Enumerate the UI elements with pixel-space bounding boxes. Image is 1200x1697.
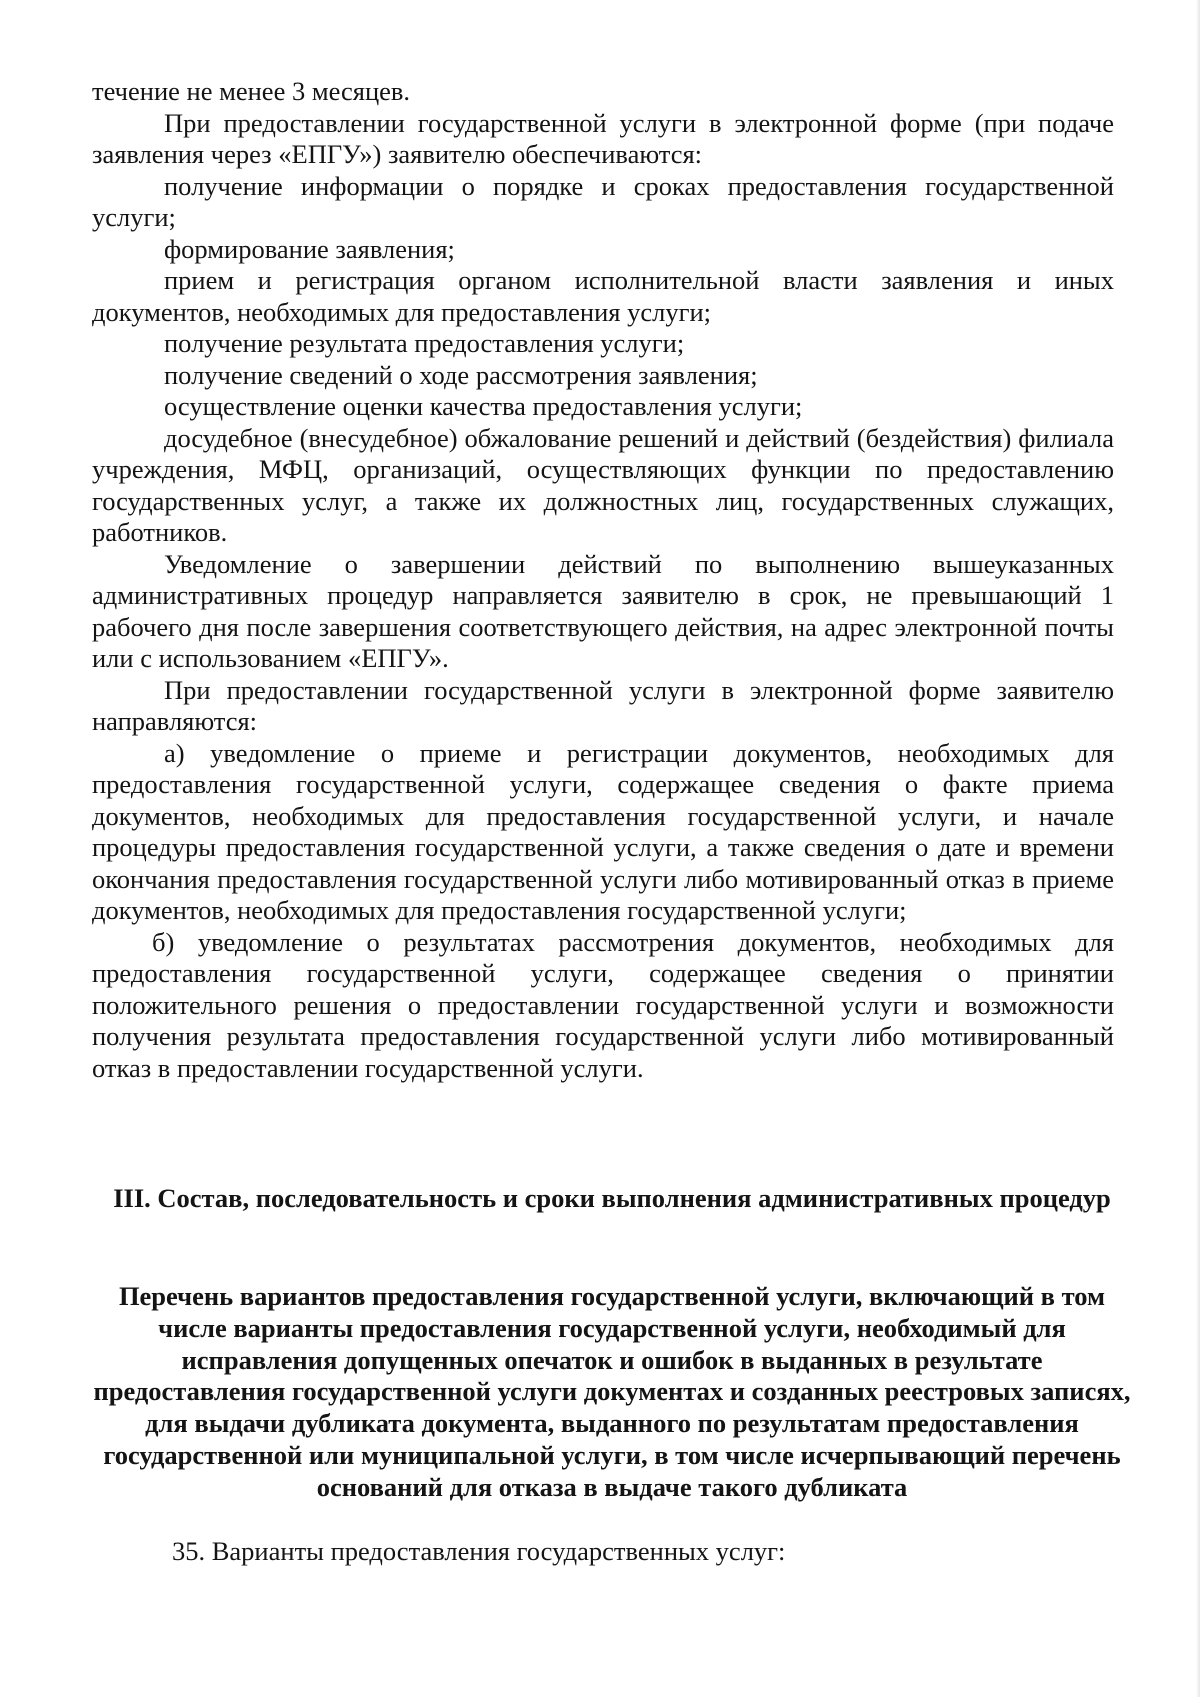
list-item-a: а) уведомление о приеме и регистрации документов, необходимых для предоставления государственной услуги, содержащее сведения о факте приема документов, необходимых для предоставления государственной услуги, и начале процедуры предоставления государственной услуги, а также сведения о дате и времени окончания предоставления государственной услуги либо мотивированный отказ в приеме документов, необходимых для предоставления государственной услуги; bbox=[92, 737, 1114, 925]
list-item-progress: получение сведений о ходе рассмотрения заявления; bbox=[164, 359, 758, 390]
list-item-result: получение результата предоставления услуги; bbox=[164, 328, 685, 358]
list-item-information: получение информации о порядке и сроках предоставления государственной услуги; bbox=[92, 170, 1114, 232]
paragraph-sent-to-applicant: При предоставлении государственной услуги в электронной форме заявителю направляются: bbox=[92, 674, 1114, 736]
paragraph-notification: Уведомление о завершении действий по выполнению вышеуказанных административных процедур направляется заявителю в срок, не превышающий 1 рабочего дня после завершения соответствующего действия, на адрес электронной почты или с использованием «ЕПГУ». bbox=[92, 548, 1114, 673]
paragraph-electronic-form-intro: При предоставлении государственной услуги в электронной форме (при подаче заявления через «ЕПГУ») заявителю обеспечиваются: bbox=[92, 107, 1114, 169]
scan-edge-shadow bbox=[1196, 0, 1200, 1697]
list-item-b: б) уведомление о результатах рассмотрения документов, необходимых для предоставления государственной услуги, содержащее сведения о принятии положительного решения о предоставлении государственной услуги и возможности получения результата предоставления государственной услуги либо мотивированный отказ в предоставлении государственной услуги. bbox=[92, 926, 1114, 1083]
list-item-appeal: досудебное (внесудебное) обжалование решений и действий (бездействия) филиала учреждения, МФЦ, организаций, осуществляющих функции по предоставлению государственных услуг, а также их должностных лиц, государственных служащих, работников. bbox=[92, 422, 1114, 547]
subsection-heading: Перечень вариантов предоставления государственной услуги, включающий в том числе варианты предоставления государственной услуги, необходимый для исправления допущенных опечаток и ошибок в выданных в результате предоставления государственной услуги документах и созданных реестровых записях, для выдачи дубликата документа, выданного по результатам предоставления государственной или муниципальной услуги, в том числе исчерпывающий перечень оснований для отказа в выдаче такого дубликата bbox=[93, 1281, 1131, 1502]
list-item-registration: прием и регистрация органом исполнительной власти заявления и иных документов, необходимых для предоставления услуги; bbox=[92, 265, 1114, 327]
list-item-quality: осуществление оценки качества предоставления услуги; bbox=[164, 391, 803, 421]
item-35: 35. Варианты предоставления государственных услуг: bbox=[172, 1536, 786, 1566]
body-text bbox=[92, 76, 1114, 1084]
paragraph-continuation: течение не менее 3 месяцев. bbox=[92, 76, 411, 106]
list-item-form-application: формирование заявления; bbox=[164, 233, 455, 264]
section-heading: III. Состав, последовательность и сроки выполнения административных процедур bbox=[113, 1183, 1111, 1213]
